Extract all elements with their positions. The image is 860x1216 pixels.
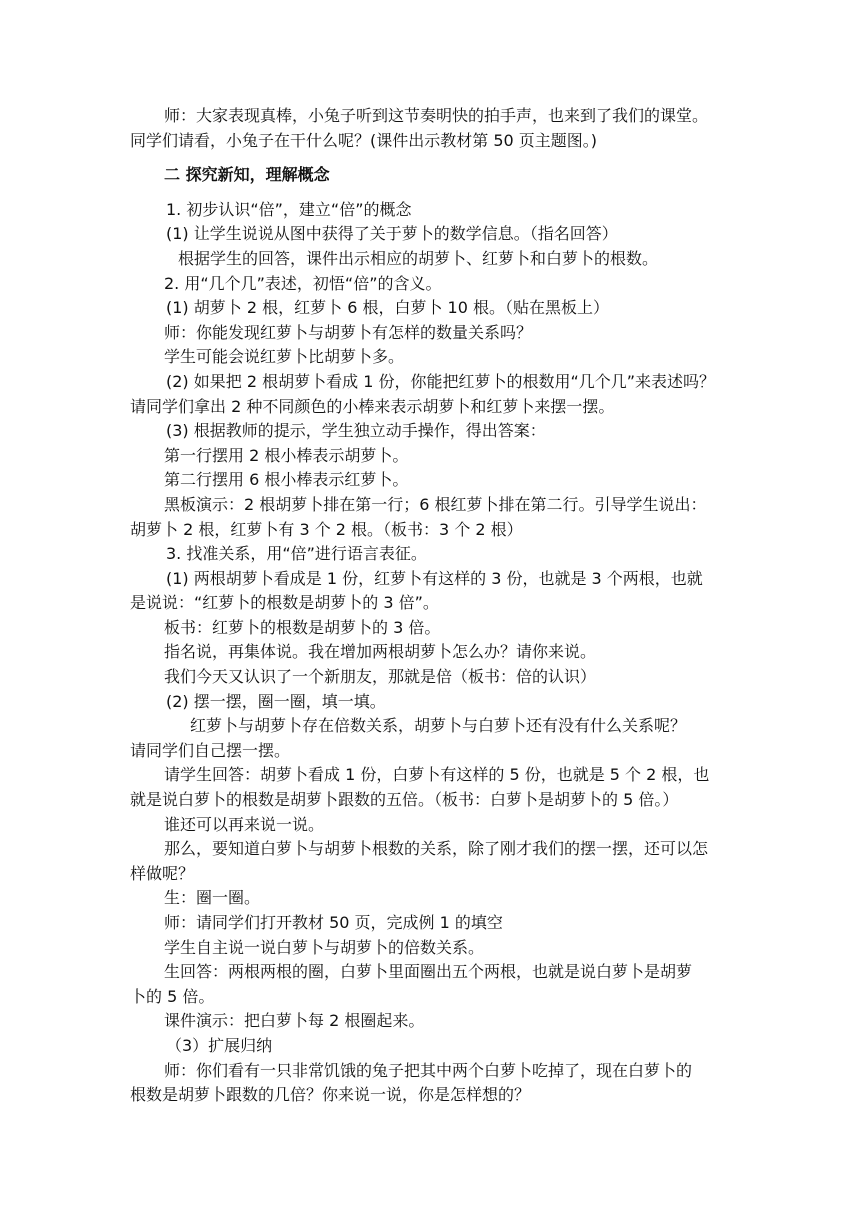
document-body [130, 104, 740, 1108]
text-line: 师：大家表现真棒，小兔子听到这节奏明快的拍手声，也来到了我们的课堂。 [164, 106, 709, 125]
text-line: (2) 摆一摆，圈一圈，填一填。 [166, 691, 386, 711]
text-line: 师：请同学们打开教材 50 页，完成例 1 的填空 [164, 913, 503, 932]
text-line: 1. 初步认识“倍”，建立“倍”的概念 [166, 199, 412, 219]
text-line: 请同学们自己摆一摆。 [130, 740, 291, 760]
text-line: 第一行摆用 2 根小棒表示胡萝卜。 [164, 445, 409, 465]
text-line: 课件演示：把白萝卜每 2 根圈起来。 [164, 1011, 425, 1031]
text-line: 指名说，再集体说。我在增加两根胡萝卜怎么办？请你来说。 [164, 642, 597, 662]
text-line: 同学们请看，小兔子在干什么呢？(课件出示教材第 50 页主题图。) [130, 130, 598, 150]
text-line: 是说说：“红萝卜的根数是胡萝卜的 3 倍”。 [130, 593, 439, 613]
section-heading: 二 探究新知，理解概念 [164, 165, 330, 185]
text-line: (1) 让学生说说从图中获得了关于萝卜的数学信息。（指名回答） [166, 224, 618, 244]
text-line: 样做呢？ [130, 863, 195, 883]
text-line: 请学生回答：胡萝卜看成 1 份，白萝卜有这样的 5 份，也就是 5 个 2 根，也 [164, 765, 710, 785]
text-line: 那么，要知道白萝卜与胡萝卜根数的关系，除了刚才我们的摆一摆，还可以怎 [164, 839, 709, 859]
text-line: 师：你能发现红萝卜与胡萝卜有怎样的数量关系吗？ [164, 322, 533, 342]
text-line: 板书：红萝卜的根数是胡萝卜的 3 倍。 [164, 617, 441, 637]
text-line: 根数是胡萝卜跟数的几倍？你来说一说，你是怎样想的？ [130, 1085, 531, 1105]
text-line: 红萝卜与胡萝卜存在倍数关系，胡萝卜与白萝卜还有没有什么关系呢？ [190, 716, 687, 736]
text-line: 学生自主说一说白萝卜与胡萝卜的倍数关系。 [164, 937, 485, 957]
text-line: 2. 用“几个几”表述，初悟“倍”的含义。 [164, 273, 442, 293]
text-line: 请同学们拿出 2 种不同颜色的小棒来表示胡萝卜和红萝卜来摆一摆。 [130, 396, 615, 416]
text-line: 学生可能会说红萝卜比胡萝卜多。 [164, 347, 405, 367]
text-line: 黑板演示：2 根胡萝卜排在第一行；6 根红萝卜排在第二行。引导学生说出： [164, 494, 707, 514]
text-line: （3）扩展归纳 [166, 1035, 273, 1055]
text-line: (1) 胡萝卜 2 根，红萝卜 6 根，白萝卜 10 根。（贴在黑板上） [166, 298, 609, 318]
text-line: 卜的 5 倍。 [130, 986, 215, 1006]
text-line: (3) 根据教师的提示，学生独立动手操作，得出答案： [166, 421, 546, 441]
text-line: 我们今天又认识了一个新朋友，那就是倍（板书：倍的认识） [164, 667, 597, 687]
text-line: 师：你们看有一只非常饥饿的兔子把其中两个白萝卜吃掉了，现在白萝卜的 [164, 1060, 693, 1080]
text-line: 生回答：两根两根的圈，白萝卜里面圈出五个两根，也就是说白萝卜是胡萝 [164, 962, 693, 982]
text-line: 谁还可以再来说一说。 [164, 814, 325, 834]
text-line: (1) 两根胡萝卜看成是 1 份，红萝卜有这样的 3 份，也就是 3 个两根，也就 [166, 568, 703, 588]
text-line: 根据学生的回答，课件出示相应的胡萝卜、红萝卜和白萝卜的根数。 [178, 248, 659, 268]
text-line: 就是说白萝卜的根数是胡萝卜跟数的五倍。（板书：白萝卜是胡萝卜的 5 倍。） [130, 790, 679, 810]
text-line: 第二行摆用 6 根小棒表示红萝卜。 [164, 470, 409, 490]
text-line: (2) 如果把 2 根胡萝卜看成 1 份，你能把红萝卜的根数用“几个几”来表述吗？ [166, 371, 716, 391]
text-line: 3. 找准关系，用“倍”进行语言表征。 [166, 544, 427, 564]
text-line: 生：圈一圈。 [164, 888, 261, 908]
text-line: 胡萝卜 2 根，红萝卜有 3 个 2 根。（板书：3 个 2 根） [130, 519, 523, 539]
